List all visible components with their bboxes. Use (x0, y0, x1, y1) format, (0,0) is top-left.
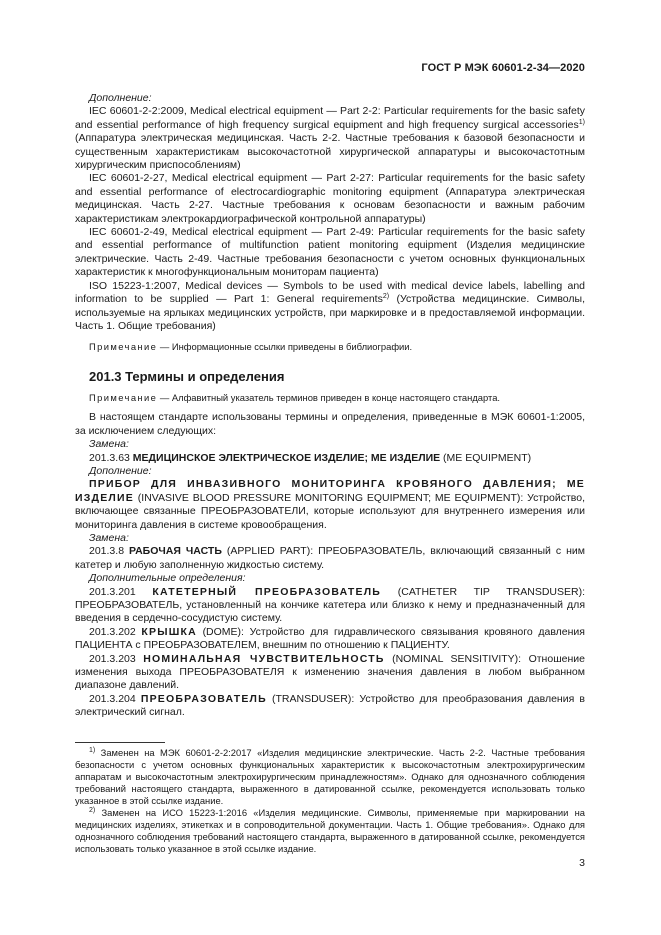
document-code-header: ГОСТ Р МЭК 60601-2-34—2020 (421, 62, 585, 74)
extra-definitions-label: Дополнительные определения: (89, 572, 246, 585)
index-note: Примечание — Алфавитный указатель терминов приведен в конце настоящего стандарта. (89, 392, 501, 404)
section-title: 201.3 Термины и определения (89, 369, 285, 385)
reference-iec-60601-2-49: IEC 60601-2-49, Medical electrical equipment — Part 2-49: Particular requirements for the basic safety and essential performance of multifunction patient monitoring equipment (Изделия медицинские электрические. Часть 2-49. Частные требования безопасности с учетом основных функциональных характеристик к многофункциональным мониторам пациента) (75, 226, 585, 279)
document-body (75, 92, 585, 855)
term-201-3-201: 201.3.201 КАТЕТЕРНЫЙ ПРЕОБРАЗОВАТЕЛЬ (CATHETER TIP TRANSDUSER): ПРЕОБРАЗОВАТЕЛЬ, установленный на кончике катетера или близко к нему и предназначенный для введения в сердечно-сосудистую систему. (75, 585, 585, 625)
term-201-3-8: 201.3.8 РАБОЧАЯ ЧАСТЬ (APPLIED PART): ПРЕОБРАЗОВАТЕЛЬ, включающий связанный с ним катетер и любую заполненную жидкостью систему. (75, 545, 585, 571)
replacement-label: Замена: (89, 438, 129, 451)
reference-iso-15223-1: ISO 15223-1:2007, Medical devices — Symbols to be used with medical device labels, labelling and information to be supplied — Part 1: General requirements$^{2)}$ (Устройства медицинские. Символы, используемые на ярлыках медицинских устройств, при маркировке и в предоставляемой информации. Часть 1. Общие требования) (75, 279, 585, 332)
addition-label: Дополнение: (89, 92, 152, 104)
footnote-divider (75, 742, 165, 743)
term-invasive-bp-monitor: ПРИБОР ДЛЯ ИНВАЗИВНОГО МОНИТОРИНГА КРОВЯНОГО ДАВЛЕНИЯ; ME ИЗДЕЛИЕ (INVASIVE BLOOD PRESSURE MONITORING EQUIPMENT; ME EQUIPMENT): Устройство, включающее связанные ПРЕОБРАЗОВАТЕЛИ, которые используют для внутреннего измерения или мониторинга давления в системе кровообращения. (75, 478, 585, 531)
term-201-3-202: 201.3.202 КРЫШКА (DOME): Устройство для гидравлического связывания кровяного давления ПАЦИЕНТА с ПРЕОБРАЗОВАТЕЛЕМ, внешним по отношению к ПАЦИЕНТУ. (75, 625, 585, 652)
reference-iec-60601-2-2: IEC 60601-2-2:2009, Medical electrical equipment — Part 2-2: Particular requirements for the basic safety and essential performance of high frequency surgical equipment and high frequency surgical accessories$^{1)}$ (Аппаратура электрическая медицинская. Часть 2-2. Частные требования к базовой безопасности и существенным характеристикам высокочастотной хирургической аппаратуры и высокочастотным хирургическим приспособлениям) (75, 105, 585, 172)
page-number: 3 (579, 857, 585, 869)
footnote-1: $^{1)}$ Заменен на МЭК 60601-2-2:2017 «Изделия медицинские электрические. Часть 2-2. Частные требования безопасности с учетом основных функциональных характеристик к высокочастотным электрохирургическим аппаратам и высокочастотным электрохирургическим принадлежностям». Однако для однозначного соблюдения требований настоящего стандарта, выраженного в датированной ссылке, рекомендуется использовать только указанное в этой ссылке издание. (75, 746, 585, 806)
footnote-2: $^{2)}$ Заменен на ИСО 15223-1:2016 «Изделия медицинские. Символы, применяемые при маркировании на медицинских изделиях, этикетках и в сопроводительной документации. Часть 1. Общие требования». Однако для однозначного соблюдения требований настоящего стандарта, выраженного в датированной ссылке, рекомендуется использовать только указанное в этой ссылке издание. (75, 806, 585, 854)
bibliography-note: Примечание — Информационные ссылки приведены в библиографии. (89, 341, 413, 353)
addition-label: Дополнение: (89, 464, 152, 477)
term-201-3-204: 201.3.204 ПРЕОБРАЗОВАТЕЛЬ (TRANSDUSER): Устройство для преобразования давления в электрический сигнал. (75, 692, 585, 719)
term-201-3-203: 201.3.203 НОМИНАЛЬНАЯ ЧУВСТВИТЕЛЬНОСТЬ (NOMINAL SENSITIVITY): Отношение изменения выхода ПРЕОБРАЗОВАТЕЛЯ к изменению значения давления в любом выбранном диапазоне давлений. (75, 652, 585, 692)
term-201-3-63: 201.3.63 МЕДИЦИНСКОЕ ЭЛЕКТРИЧЕСКОЕ ИЗДЕЛИЕ; ME ИЗДЕЛИЕ (ME EQUIPMENT) (89, 451, 532, 464)
reference-iec-60601-2-27: IEC 60601-2-27, Medical electrical equipment — Part 2-27: Particular requirements for the basic safety and essential performance of electrocardiographic monitoring equipment (Аппаратура электрическая медицинская. Часть 2-27. Частные требования к основам безопасности и важным рабочим характеристикам электрокардиографической контрольной аппаратуры) (75, 172, 585, 225)
replacement-label: Замена: (89, 531, 129, 544)
section-lead-paragraph: В настоящем стандарте использованы термины и определения, приведенные в МЭК 60601-1:2005, за исключением следующих: (75, 411, 585, 437)
